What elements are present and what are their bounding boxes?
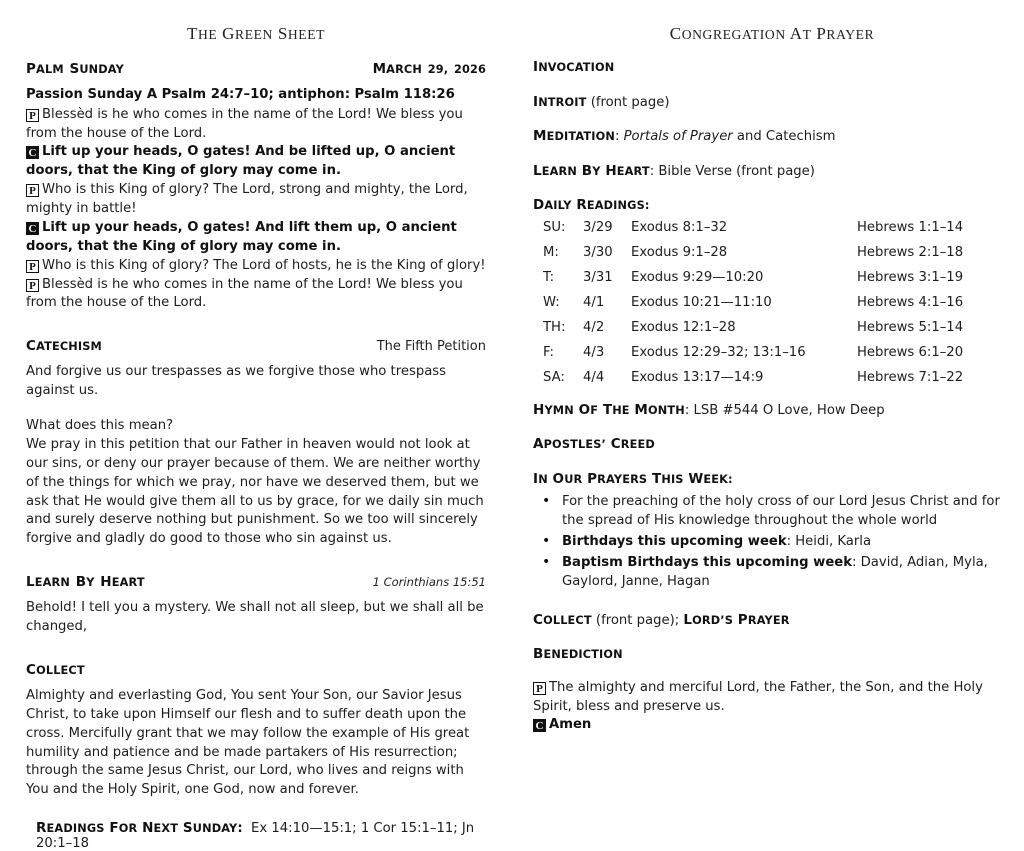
- left-column: [26, 0, 486, 851]
- psalm-verse-list: [26, 106, 486, 314]
- verse-line: [26, 181, 486, 219]
- service-date: MARCH 29, 2026: [372, 61, 486, 77]
- table-row: [533, 295, 1011, 320]
- item-daily-readings-label: DAILY READINGS:: [533, 197, 650, 214]
- verse-text: Who is this King of glory? The Lord, strong and mighty, the Lord, mighty in battle!: [26, 182, 468, 217]
- left-banner-title: THE GREEN SHEET: [186, 24, 326, 43]
- reading-day: W:: [543, 294, 560, 310]
- verse-text: The almighty and merciful Lord, the Father, the Son, and the Holy Spirit, bless and preserve us.: [533, 679, 983, 714]
- reading-day: TH:: [543, 319, 566, 335]
- right-column: [533, 0, 1011, 735]
- next-sunday-readings: [36, 820, 486, 851]
- learn-by-heart-reference: 1 Corinthians 15:51: [372, 575, 486, 590]
- catechism-subtitle: The Fifth Petition: [376, 339, 486, 355]
- item-invocation: INVOCATION: [533, 59, 615, 75]
- catechism-header-row: [26, 335, 486, 354]
- verse-line: [26, 143, 486, 181]
- catechism-petition: And forgive us our trespasses as we forgive those who trespass against us.: [26, 364, 447, 399]
- verse-text: Blessèd is he who comes in the name of the Lord! We bless you from the house of the Lord.: [26, 276, 463, 311]
- verse-text: Lift up your heads, O gates! And lift them up, O ancient doors, that the King of glory may come in.: [26, 219, 457, 254]
- verse-text: Amen: [549, 717, 592, 733]
- list-item: [533, 492, 1011, 530]
- item-collect-lords-prayer: COLLECT (front page); LORD’S PRAYER: [533, 611, 790, 628]
- verse-line: [26, 276, 486, 314]
- reading-new-testament: Hebrews 1:1–14: [857, 219, 964, 235]
- collect-text: Almighty and everlasting God, You sent Your Son, our Savior Jesus Christ, to take upon Himself our flesh and to suffer death upon the cross. Mercifully grant that we may follow the example of His great humility and patience and be made partakers of His resurrection; through the same Jesus Christ, our Lord, who lives and reigns with You and the Holy Spirit, one God, now and forever.: [26, 687, 470, 798]
- bullet-label: Birthdays this upcoming week: [562, 533, 787, 549]
- reading-old-testament: Exodus 8:1–32: [631, 219, 728, 235]
- verse-line: [533, 716, 1011, 735]
- reading-new-testament: Hebrews 2:1–18: [857, 244, 964, 260]
- learn-rest: : Bible Verse (front page): [649, 163, 815, 179]
- list-item: [533, 532, 1011, 551]
- meditation-separator: :: [614, 129, 624, 145]
- item-prayers-label: IN OUR PRAYERS THIS WEEK:: [533, 470, 733, 487]
- meditation-rest: and Catechism: [732, 129, 836, 145]
- pastor-badge-icon: P: [26, 279, 39, 292]
- item-learn-by-heart: LEARN BY HEART: Bible Verse (front page): [533, 162, 815, 179]
- pastor-badge-icon: P: [26, 109, 39, 122]
- learn-by-heart-header-row: [26, 571, 486, 590]
- reading-date: 4/2: [583, 319, 605, 335]
- item-introit: INTROIT (front page): [533, 93, 670, 110]
- introit-rest: (front page): [586, 94, 670, 110]
- learn-by-heart-text: Behold! I tell you a mystery. We shall not all sleep, but we shall all be changed,: [26, 600, 484, 635]
- reading-old-testament: Exodus 12:1–28: [631, 319, 736, 335]
- verse-line: [533, 679, 1011, 717]
- reading-new-testament: Hebrews 4:1–16: [857, 294, 964, 310]
- catechism-title: CATECHISM: [26, 338, 102, 355]
- verse-line: [26, 106, 486, 144]
- table-row: [533, 370, 1011, 395]
- reading-old-testament: Exodus 9:29—10:20: [631, 269, 764, 285]
- verse-text: Who is this King of glory? The Lord of hosts, he is the King of glory!: [42, 257, 486, 273]
- learn-by-heart-title: LEARN BY HEART: [26, 574, 145, 591]
- catechism-answer: We pray in this petition that our Father in heaven would not look at our sins, or deny our prayer because of them. We are neither worthy of the things for which we pray, nor have we deserved them, but we ask that He would give them all to us by grace, for we daily sin much and surely deserve nothing but punishment. So we too will sincerely forgive and gladly do good to those who sin against us.: [26, 436, 484, 547]
- collect-title: COLLECT: [26, 661, 85, 678]
- pastor-badge-icon: P: [533, 682, 546, 695]
- left-header-row: [26, 58, 486, 77]
- congregation-badge-icon: C: [533, 719, 546, 732]
- collect-mid: (front page);: [591, 612, 684, 628]
- bullet-text: : Heidi, Karla: [786, 533, 872, 549]
- reading-day: F:: [543, 344, 555, 360]
- item-hymn-of-the-month: HYMN OF THE MONTH: LSB #544 O Love, How Deep: [533, 401, 885, 418]
- pastor-badge-icon: P: [26, 260, 39, 273]
- benediction-verse-list: [533, 679, 1011, 736]
- table-row: [533, 220, 1011, 245]
- list-item: [533, 553, 1011, 591]
- daily-readings-table: [533, 220, 1011, 395]
- psalm-heading: Passion Sunday A Psalm 24:7–10; antiphon: Psalm 118:26: [26, 87, 455, 102]
- prayer-bullet-list: [533, 492, 1011, 591]
- reading-day: T:: [543, 269, 555, 285]
- reading-date: 4/3: [583, 344, 605, 360]
- verse-line: [26, 257, 486, 276]
- reading-old-testament: Exodus 12:29–32; 13:1–16: [631, 344, 806, 360]
- pastor-badge-icon: P: [26, 184, 39, 197]
- reading-day: SA:: [543, 369, 565, 385]
- item-benediction: BENEDICTION: [533, 646, 623, 663]
- item-meditation: MEDITATION: Portals of Prayer and Catechism: [533, 128, 836, 145]
- bullet-text: : David, Adian, Myla, Gaylord, Janne, Hagan: [562, 554, 988, 589]
- catechism-question: What does this mean?: [26, 418, 174, 434]
- next-sunday-label: READINGS FOR NEXT SUNDAY: [36, 820, 238, 837]
- table-row: [533, 320, 1011, 345]
- right-banner-title: CONGREGATION AT PRAYER: [669, 24, 875, 43]
- bullet-text: For the preaching of the holy cross of our Lord Jesus Christ and for the spread of His knowledge throughout the whole world: [562, 493, 1000, 528]
- verse-text: Lift up your heads, O gates! And be lifted up, O ancient doors, that the King of glory may come in.: [26, 144, 456, 179]
- hymn-rest: : LSB #544 O Love, How Deep: [684, 402, 885, 418]
- reading-date: 4/1: [583, 294, 605, 310]
- table-row: [533, 270, 1011, 295]
- verse-line: [26, 219, 486, 257]
- item-apostles-creed: APOSTLES’ CREED: [533, 436, 655, 453]
- bullet-label: Baptism Birthdays this upcoming week: [562, 554, 853, 570]
- reading-day: M:: [543, 244, 559, 260]
- reading-old-testament: Exodus 9:1–28: [631, 244, 728, 260]
- reading-date: 3/30: [583, 244, 613, 260]
- verse-text: Blessèd is he who comes in the name of the Lord! We bless you from the house of the Lord.: [26, 106, 463, 141]
- table-row: [533, 245, 1011, 270]
- reading-new-testament: Hebrews 5:1–14: [857, 319, 964, 335]
- table-row: [533, 345, 1011, 370]
- reading-day: SU:: [543, 219, 566, 235]
- next-sunday-text: Ex 14:10—15:1; 1 Cor 15:1–11; Jn 20:1–18: [36, 821, 475, 851]
- reading-old-testament: Exodus 10:21—11:10: [631, 294, 772, 310]
- congregation-badge-icon: C: [26, 222, 39, 235]
- reading-new-testament: Hebrews 6:1–20: [857, 344, 964, 360]
- reading-date: 3/31: [583, 269, 613, 285]
- reading-old-testament: Exodus 13:17—14:9: [631, 369, 764, 385]
- reading-date: 3/29: [583, 219, 613, 235]
- collect-header-row: [26, 659, 486, 678]
- congregation-badge-icon: C: [26, 146, 39, 159]
- occasion-heading: PALM SUNDAY: [26, 61, 124, 77]
- next-sunday-separator: :: [237, 821, 243, 837]
- reading-date: 4/4: [583, 369, 605, 385]
- reading-new-testament: Hebrews 7:1–22: [857, 369, 964, 385]
- reading-new-testament: Hebrews 3:1–19: [857, 269, 964, 285]
- meditation-title-italic: Portals of Prayer: [623, 129, 733, 145]
